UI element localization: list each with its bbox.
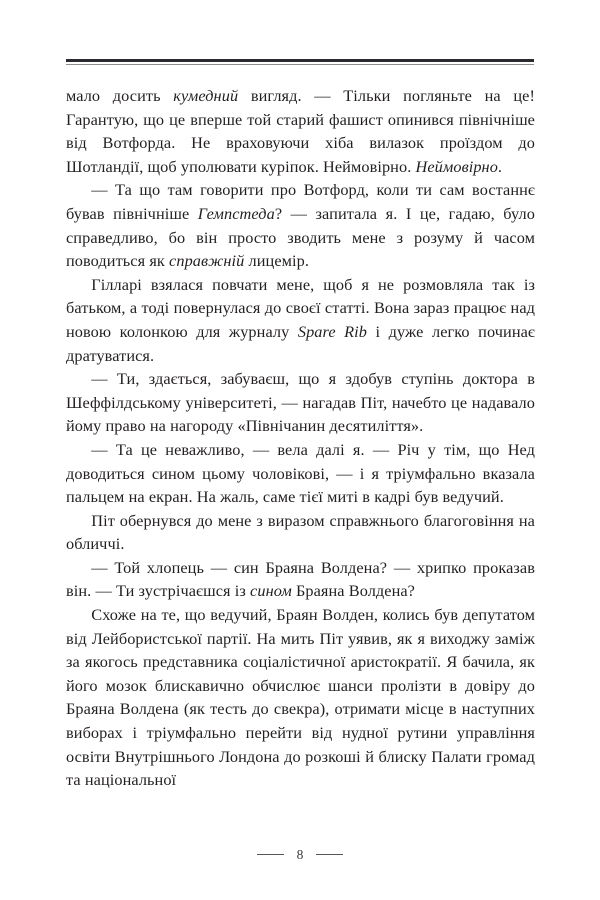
- italic-run: справжній: [169, 251, 245, 271]
- body-text-block: [66, 84, 535, 792]
- header-double-rule-ornament: [66, 59, 534, 65]
- folio-dash-right: [316, 854, 343, 855]
- text-run: .: [497, 156, 503, 176]
- paragraph: [66, 603, 535, 792]
- text-run: ? — запитала я. І це, гадаю, було справедливо, бо він просто зводить мене з розуму й часом поводиться як: [66, 203, 535, 271]
- page-folio: [0, 848, 600, 862]
- header-rule-thin: [66, 64, 534, 65]
- text-run: мало досить: [66, 86, 174, 105]
- italic-run: кумедний: [173, 86, 239, 105]
- text-run: — Той хлопець — син Браяна Волдена? — хрипко проказав він. — Ти зустрічаєшся із: [66, 557, 535, 601]
- text-run: Гілларі взялася повчати мене, щоб я не розмовляла так із батьком, а тоді повернулася до своєї статті. Вона зараз працює над новою колонкою для журналу: [66, 274, 535, 341]
- text-run: — Ти, здається, забуваєш, що я здобув ступінь доктора в Шеффілдському університеті, — нагадав Піт, начебто це надавало йому право на нагороду «Північанин десятиліття».: [66, 369, 535, 436]
- italic-run: Spare Rib: [297, 321, 368, 341]
- paragraph: [66, 84, 535, 178]
- paragraph: [66, 509, 535, 556]
- text-run: Схоже на те, що ведучий, Браян Волден, колись був депутатом від Лейбористської партії. На мить Піт уявив, як я виходжу заміж за якогось представника соціалістичної аристократії. Я бачила, як його мозок блискавично обчислює шанси пролізти в довіру до Браяна Волдена (як тесть до свекра), отримати місце в наступних виборах і тріумфально перейти від нудної рутини управління освіти Внутрішнього Лондона до розкоші й блиску Палати громад та національної: [66, 605, 535, 790]
- paragraph: [66, 273, 535, 367]
- text-run: вигляд. — Тільки погляньте на це! Гарантую, що це вперше той старий фашист опинився північніше від Вотфорда. Не враховуючи хіба вилазок проїздом до Шотландії, щоб уполювати куріпок. Неймовірно.: [66, 86, 535, 176]
- paragraph: [66, 556, 535, 603]
- italic-run: Неймовірно: [415, 156, 498, 176]
- text-run: Піт обернувся до мене з виразом справжнього благоговіння на обличчі.: [66, 510, 535, 554]
- paragraph: [66, 438, 535, 509]
- italic-run: сином: [250, 581, 292, 601]
- paragraph: [66, 367, 535, 438]
- text-run: лицемір.: [244, 251, 310, 271]
- text-run: Браяна Волдена?: [291, 581, 415, 601]
- page-number: 8: [296, 847, 304, 862]
- italic-run: Гемпстеда: [197, 203, 275, 223]
- folio-dash-left: [257, 854, 284, 855]
- paragraph: [66, 178, 535, 272]
- text-run: — Та це неважливо, — вела далі я. — Річ у тім, що Нед доводиться сином цьому чоловікові, — і я тріумфально вказала пальцем на екран. На жаль, саме тієї миті в кадрі був ведучий.: [66, 439, 535, 507]
- text-run: — Та що там говорити про Вотфорд, коли ти сам востаннє бував північніше: [66, 180, 535, 223]
- text-run: і дуже легко починає дратуватися.: [66, 321, 535, 365]
